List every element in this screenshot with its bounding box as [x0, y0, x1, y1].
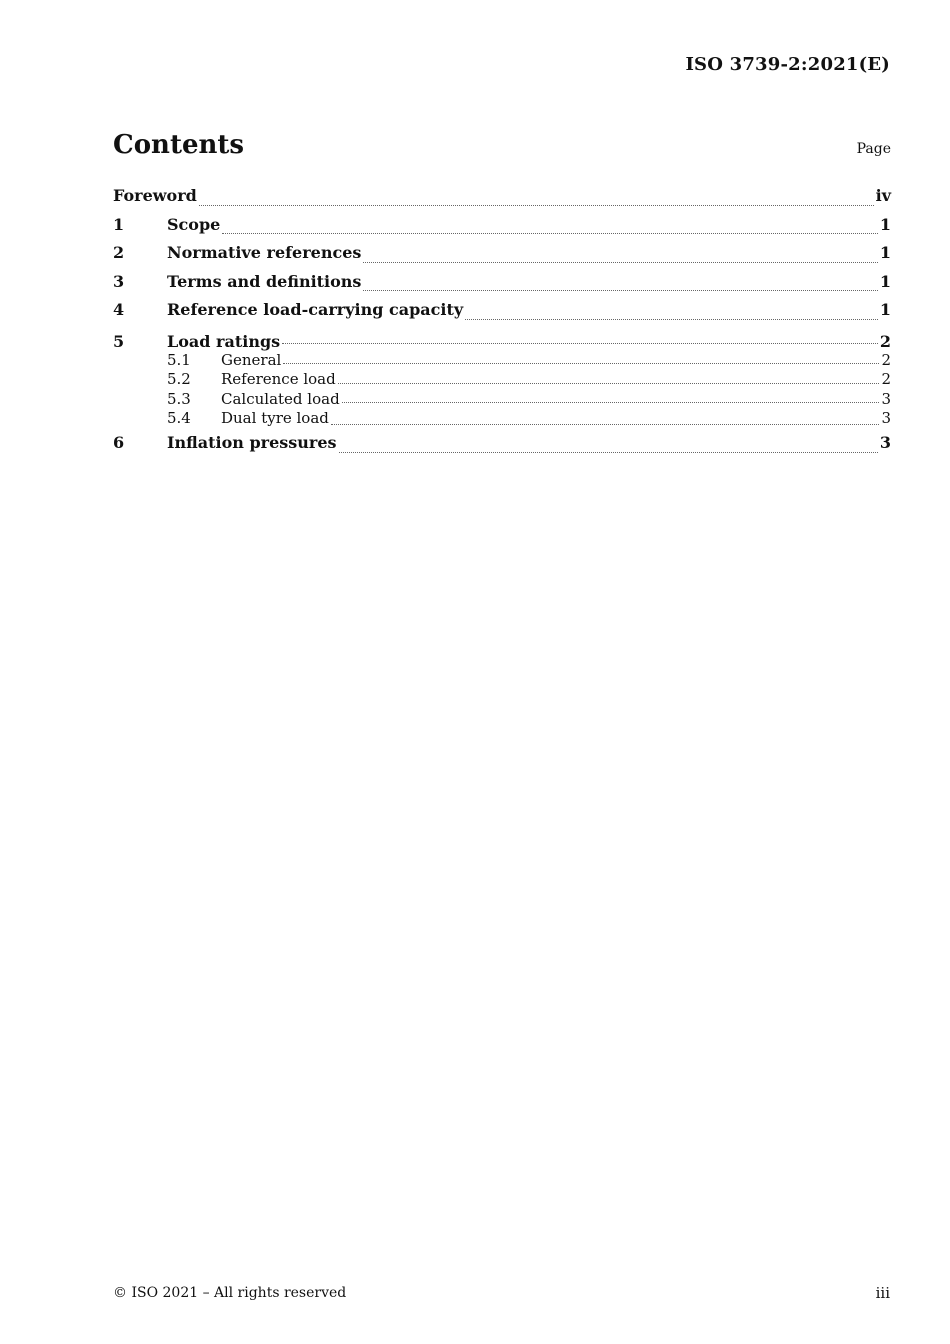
toc-subentry-general[interactable]: [113, 351, 891, 371]
toc-entry-label: Dual tyre load: [221, 409, 329, 427]
toc-entry-label: Reference load: [221, 370, 336, 388]
toc-entry-page: iv: [875, 186, 891, 205]
toc-page-column-label: Page: [856, 141, 891, 157]
toc-entry-scope[interactable]: [113, 213, 891, 242]
toc-entry-page: 2: [881, 350, 891, 369]
toc-entry-normative-references[interactable]: [113, 241, 891, 270]
toc-entry-page: 1: [879, 300, 891, 319]
toc-entry-page: 1: [879, 214, 891, 234]
toc-entry-number: 3: [113, 271, 125, 291]
table-of-contents: [113, 184, 891, 460]
dot-leader: [363, 262, 877, 263]
toc-heading: [113, 130, 891, 164]
toc-entry-label: Reference load-carrying capacity: [167, 300, 464, 319]
toc-entry-load-ratings[interactable]: [113, 327, 891, 351]
dot-leader: [331, 424, 880, 425]
toc-entry-label: Terms and definitions: [167, 271, 362, 291]
toc-entry-number: 1: [113, 214, 125, 234]
toc-entry-number: 5.4: [167, 409, 191, 427]
toc-entry-reference-load-carrying-capacity[interactable]: [113, 298, 891, 327]
toc-entry-label: Calculated load: [221, 389, 340, 408]
toc-entry-number: 5.2: [167, 370, 191, 388]
dot-leader: [199, 205, 874, 206]
dot-leader: [282, 343, 878, 344]
toc-entry-page: 1: [879, 243, 891, 262]
dot-leader: [338, 383, 880, 384]
dot-leader: [339, 452, 878, 453]
toc-entry-number: 2: [113, 243, 125, 262]
toc-entry-label: Inflation pressures: [167, 433, 337, 452]
toc-entry-number: 6: [113, 433, 125, 452]
dot-leader: [222, 233, 878, 234]
toc-title: Contents: [113, 130, 245, 160]
toc-entry-number: 5.1: [167, 350, 191, 369]
toc-subentry-dual-tyre-load[interactable]: [113, 409, 891, 431]
toc-subentry-calculated-load[interactable]: [113, 390, 891, 410]
footer-copyright: © ISO 2021 – All rights reserved: [113, 1285, 347, 1301]
footer-page-number: iii: [875, 1284, 890, 1302]
dot-leader: [465, 319, 878, 320]
toc-entry-page: 2: [879, 331, 891, 351]
dot-leader: [283, 363, 879, 364]
dot-leader: [363, 290, 877, 291]
toc-entry-page: 2: [881, 370, 891, 388]
toc-entry-label: Normative references: [167, 243, 362, 262]
toc-entry-label: General: [221, 350, 282, 369]
document-id-header: ISO 3739-2:2021(E): [685, 54, 890, 75]
toc-entry-page: 3: [879, 433, 891, 452]
toc-entry-number: 4: [113, 300, 125, 319]
toc-subentry-reference-load[interactable]: [113, 370, 891, 390]
toc-entry-terms-and-definitions[interactable]: [113, 270, 891, 299]
toc-entry-page: 3: [881, 389, 891, 408]
toc-entry-label: Load ratings: [167, 331, 281, 351]
toc-entry-foreword[interactable]: [113, 184, 891, 213]
toc-entry-page: 1: [879, 271, 891, 291]
toc-entry-label: Foreword: [113, 186, 197, 205]
toc-entry-inflation-pressures[interactable]: [113, 431, 891, 460]
toc-entry-page: 3: [881, 409, 891, 427]
dot-leader: [342, 402, 880, 403]
toc-entry-number: 5.3: [167, 389, 191, 408]
toc-entry-label: Scope: [167, 214, 221, 234]
toc-entry-number: 5: [113, 331, 125, 351]
